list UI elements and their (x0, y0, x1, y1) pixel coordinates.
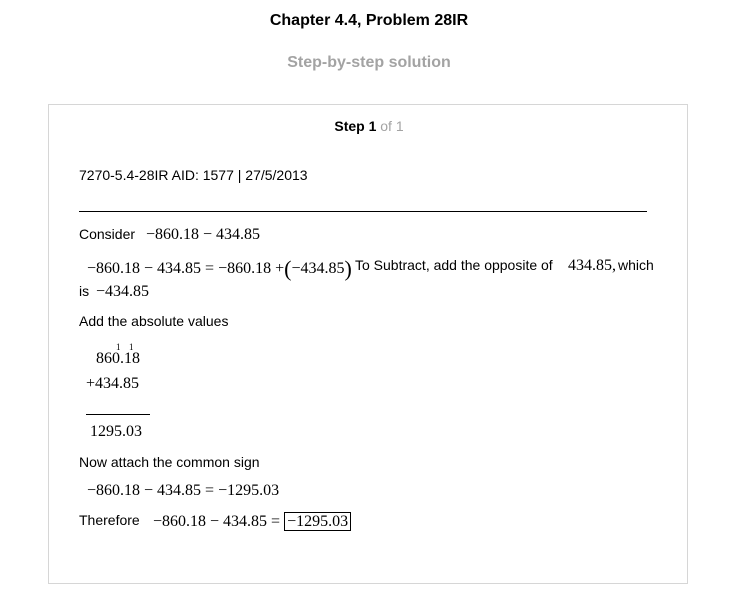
solution-subtitle: Step-by-step solution (287, 54, 451, 71)
divider (79, 211, 647, 212)
rewrite-explanation: To Subtract, add the opposite of (355, 257, 553, 273)
addend-2: +434.85 (86, 375, 140, 392)
addend-1: 860.18 (96, 350, 140, 367)
step-indicator (0, 118, 738, 134)
final-answer-box: −1295.03 (284, 512, 351, 531)
is-value: −434.85 (96, 283, 150, 300)
consider-expression: −860.18 − 434.85 (146, 226, 261, 243)
final-expression (153, 513, 351, 531)
therefore-label: Therefore (79, 512, 140, 528)
close-paren: ) (344, 256, 352, 281)
consider-label: Consider (79, 226, 136, 242)
attach-sign-text: Now attach the common sign (79, 454, 260, 470)
which-text: which (618, 257, 654, 273)
result-expression: −860.18 − 434.85 = −1295.03 (87, 482, 280, 499)
carry-digit: 1 (129, 342, 134, 352)
open-paren: ( (284, 256, 292, 281)
sum-line (86, 414, 150, 415)
rewrite-inner: −434.85 (291, 260, 345, 277)
opposite-value: 434.85, (568, 257, 616, 274)
rewrite-lhs: −860.18 − 434.85 = −860.18 + (87, 260, 285, 277)
problem-meta: 7270-5.4-28IR AID: 1577 | 27/5/2013 (79, 167, 308, 183)
rewrite-expression (87, 256, 352, 282)
carry-digit: 1 (116, 342, 121, 352)
step-label: Step 1 (334, 118, 377, 134)
page-title: Chapter 4.4, Problem 28IR (269, 12, 469, 29)
is-text: is (79, 283, 90, 299)
final-lhs: −860.18 − 434.85 = (153, 513, 281, 530)
add-absolute-values-text: Add the absolute values (79, 313, 229, 329)
sum-value: 1295.03 (90, 423, 142, 440)
step-total: of 1 (380, 118, 404, 134)
